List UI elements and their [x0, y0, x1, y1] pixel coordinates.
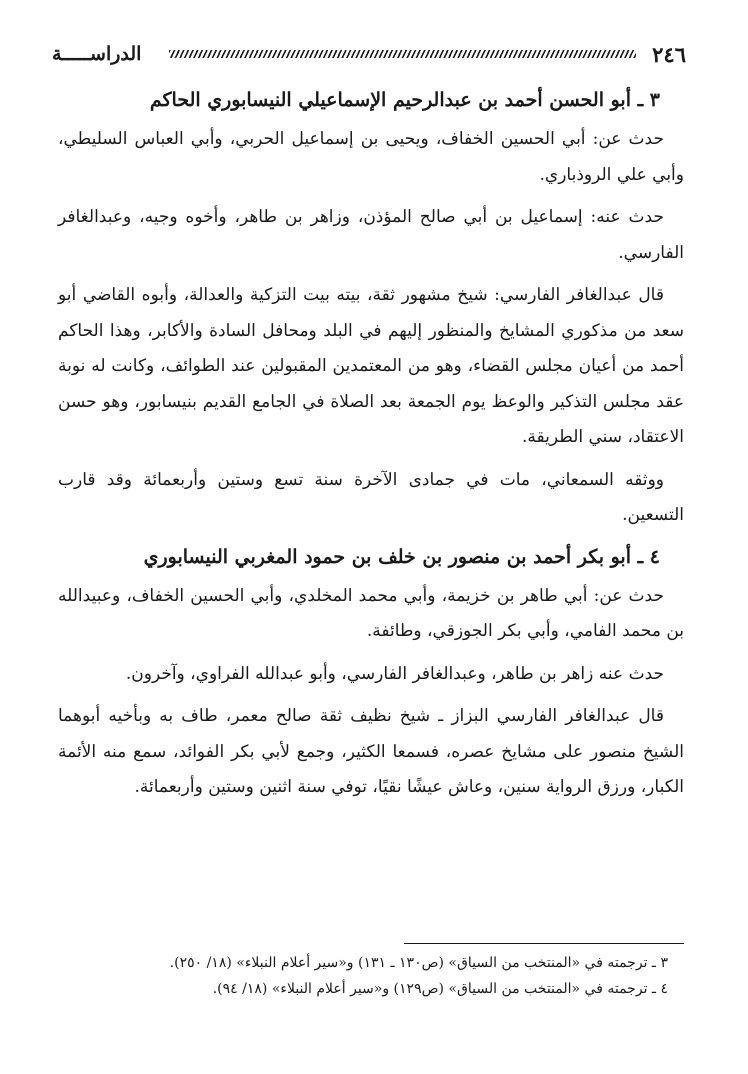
running-title: الدراســـــة: [52, 43, 142, 65]
footnote-4: ٤ ـ ترجمته في «المنتخب من السياق» (ص١٢٩) و«سير أعلام النبلاء» (١٨/ ٩٤).: [212, 981, 668, 997]
header-rule: [169, 50, 636, 58]
paragraph-teachers: حدث عن: أبي الحسين الخفاف، ويحيى بن إسماعيل الحربي، وأبي العباس السليطي، وأبي علي الروذباري.: [58, 129, 684, 185]
entry-3: [58, 84, 684, 534]
paragraph-students: حدث عنه زاهر بن طاهر، وعبدالغافر الفارسي، وأبو عبدالله الفراوي، وآخرون.: [125, 663, 664, 684]
main-text: [58, 84, 684, 813]
entry-heading: ٣ ـ أبو الحسن أحمد بن عبدالرحيم الإسماعيلي النيسابوري الحاكم: [149, 89, 660, 111]
footnotes: [58, 950, 684, 1002]
footnote-3: ٣ ـ ترجمته في «المنتخب من السياق» (ص١٣٠ ـ ١٣١) و«سير أعلام النبلاء» (١٨/ ٢٥٠).: [169, 955, 668, 971]
footnote-divider: [404, 943, 684, 944]
paragraph-death: ووثقه السمعاني، مات في جمادى الآخرة سنة تسع وستين وأربعمائة وقد قارب التسعين.: [58, 469, 684, 525]
entry-4: [58, 541, 684, 806]
paragraph-quote: قال عبدالغافر الفارسي: شيخ مشهور ثقة، بيته بيت التزكية والعدالة، وأبوه القاضي أبو سعد من مذكوري المشايخ والمنظور إليهم في البلد ومحافل السادة والأكابر، وهذا الحاكم أحمد من أعيان مجلس القضاء، وهو من المعتمدين المقبولين عند الطوائف، وكانت له نوبة عقد مجلس التذكير والوعظ يوم الجمعة بعد الصلاة في الجامع القديم بنيسابور، وهو حسن الاعتقاد، سني الطريقة.: [58, 285, 684, 447]
entry-heading: ٤ ـ أبو بكر أحمد بن منصور بن خلف بن حمود المغربي النيسابوري: [143, 545, 660, 568]
page-number: ٢٤٦: [652, 41, 686, 67]
paragraph-teachers: حدث عن: أبي طاهر بن خزيمة، وأبي محمد المخلدي، وأبي الحسين الخفاف، وعبيدالله بن محمد الفامي، وأبي بكر الجوزقي، وطائفة.: [58, 585, 684, 641]
running-header: [52, 34, 686, 74]
paragraph-quote: قال عبدالغافر الفارسي البزاز ـ شيخ نظيف ثقة صالح معمر، طاف به وبأخيه أبوهما الشيخ منصور على مشايخ عصره، فسمعا الكثير، وجمع لأبي بكر الفوائد، سمع منه الأئمة الكبار، ورزق الرواية سنين، وعاش عيشًا نقيًا، توفي سنة اثنين وستين وأربعمائة.: [58, 706, 684, 797]
paragraph-students: حدث عنه: إسماعيل بن أبي صالح المؤذن، وزاهر بن طاهر، وأخوه وجيه، وعبدالغافر الفارسي.: [58, 207, 684, 263]
